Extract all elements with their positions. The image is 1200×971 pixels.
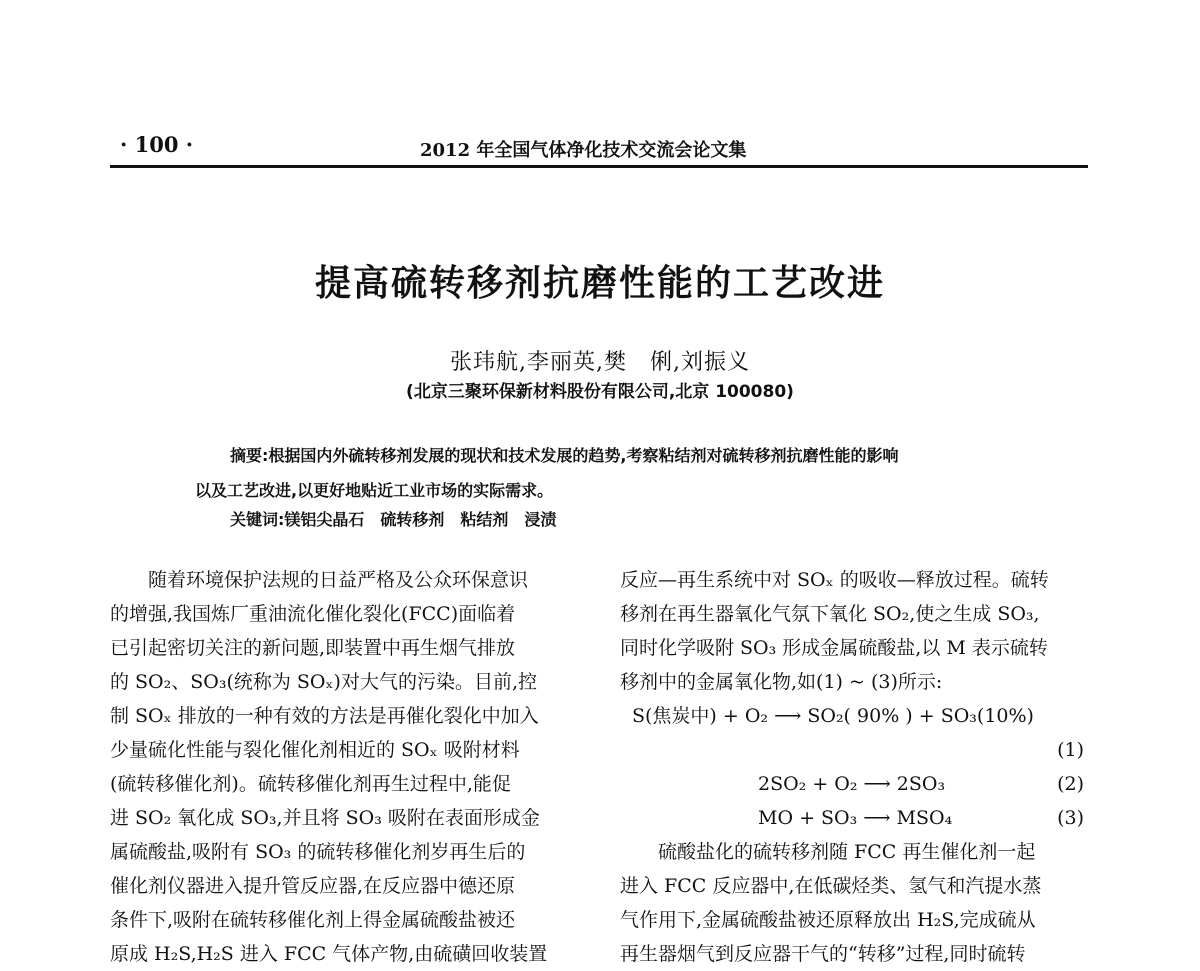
equation-expression: MO + SO₃ ⟶ MSO₄ <box>758 807 953 829</box>
equation-expression: 2SO₂ + O₂ ⟶ 2SO₃ <box>758 773 946 795</box>
equation-1 <box>620 699 1090 733</box>
body-line: 少量硫化性能与裂化催化剂相近的 SOₓ 吸附材料 <box>110 739 520 761</box>
body-line: 制 SOₓ 排放的一种有效的方法是再催化裂化中加入 <box>110 705 539 727</box>
body-line: 再生器烟气到反应器干气的“转移”过程,同时硫转 <box>620 943 1026 965</box>
affiliation: (北京三聚环保新材料股份有限公司,北京 100080) <box>406 382 794 402</box>
keywords: 关键词:镁铝尖晶石 硫转移剂 粘结剂 浸渍 <box>230 510 557 529</box>
authors: 张玮航,李丽英,樊 俐,刘振义 <box>450 350 750 375</box>
equation-number: (2) <box>1057 773 1084 795</box>
abstract-line-1: 摘要:根据国内外硫转移剂发展的现状和技术发展的趋势,考察粘结剂对硫转移剂抗磨性能的影响 <box>230 446 899 465</box>
equation-number: (3) <box>1057 807 1084 829</box>
body-line: 同时化学吸附 SO₃ 形成金属硫酸盐,以 M 表示硫转 <box>620 637 1048 659</box>
body-line: 条件下,吸附在硫转移催化剂上得金属硫酸盐被还 <box>110 909 516 931</box>
running-title: 2012 年全国气体净化技术交流会论文集 <box>420 140 747 161</box>
equation-2 <box>620 767 1090 801</box>
abstract-line-2: 以及工艺改进,以更好地贴近工业市场的实际需求。 <box>195 481 554 500</box>
paper-title: 提高硫转移剂抗磨性能的工艺改进 <box>314 263 885 304</box>
body-line: 属硫酸盐,吸附有 SO₃ 的硫转移催化剂岁再生后的 <box>110 841 526 863</box>
body-line: 反应—再生系统中对 SOₓ 的吸收—释放过程。硫转 <box>620 569 1049 591</box>
equation-number: (1) <box>1057 739 1084 761</box>
body-line: 随着环境保护法规的日益严格及公众环保意识 <box>110 569 529 591</box>
right-column <box>620 563 1090 971</box>
body-line: (硫转移催化剂)。硫转移催化剂再生过程中,能促 <box>110 773 511 795</box>
body-line: 移剂在再生器氧化气氛下氧化 SO₂,使之生成 SO₃, <box>620 603 1040 625</box>
equation-expression: S(焦炭中) + O₂ ⟶ SO₂( 90% ) + SO₃(10%) <box>632 705 1034 727</box>
body-line: 进 SO₂ 氧化成 SO₃,并且将 SO₃ 吸附在表面形成金 <box>110 807 540 829</box>
body-line: 气作用下,金属硫酸盐被还原释放出 H₂S,完成硫从 <box>620 909 1036 931</box>
body-line: 的 SO₂、SO₃(统称为 SOₓ)对大气的污染。目前,控 <box>110 671 538 693</box>
body-line: 已引起密切关注的新问题,即装置中再生烟气排放 <box>110 637 516 659</box>
equation-3 <box>620 801 1090 835</box>
page-number: · 100 · <box>120 132 194 157</box>
body-line: 原成 H₂S,H₂S 进入 FCC 气体产物,由硫磺回收装置 <box>110 943 548 965</box>
body-line: 移剂中的金属氧化物,如(1) ~ (3)所示: <box>620 671 943 693</box>
equation-1-number-row <box>620 733 1090 767</box>
body-line: 硫酸盐化的硫转移剂随 FCC 再生催化剂一起 <box>620 841 1036 863</box>
body-line: 进入 FCC 反应器中,在低碳烃类、氢气和汽提水蒸 <box>620 875 1042 897</box>
left-column <box>110 563 580 971</box>
header-rule <box>110 165 1088 168</box>
body-line: 催化剂仪器进入提升管反应器,在反应器中德还原 <box>110 875 516 897</box>
body-line: 的增强,我国炼厂重油流化催化裂化(FCC)面临着 <box>110 603 516 625</box>
